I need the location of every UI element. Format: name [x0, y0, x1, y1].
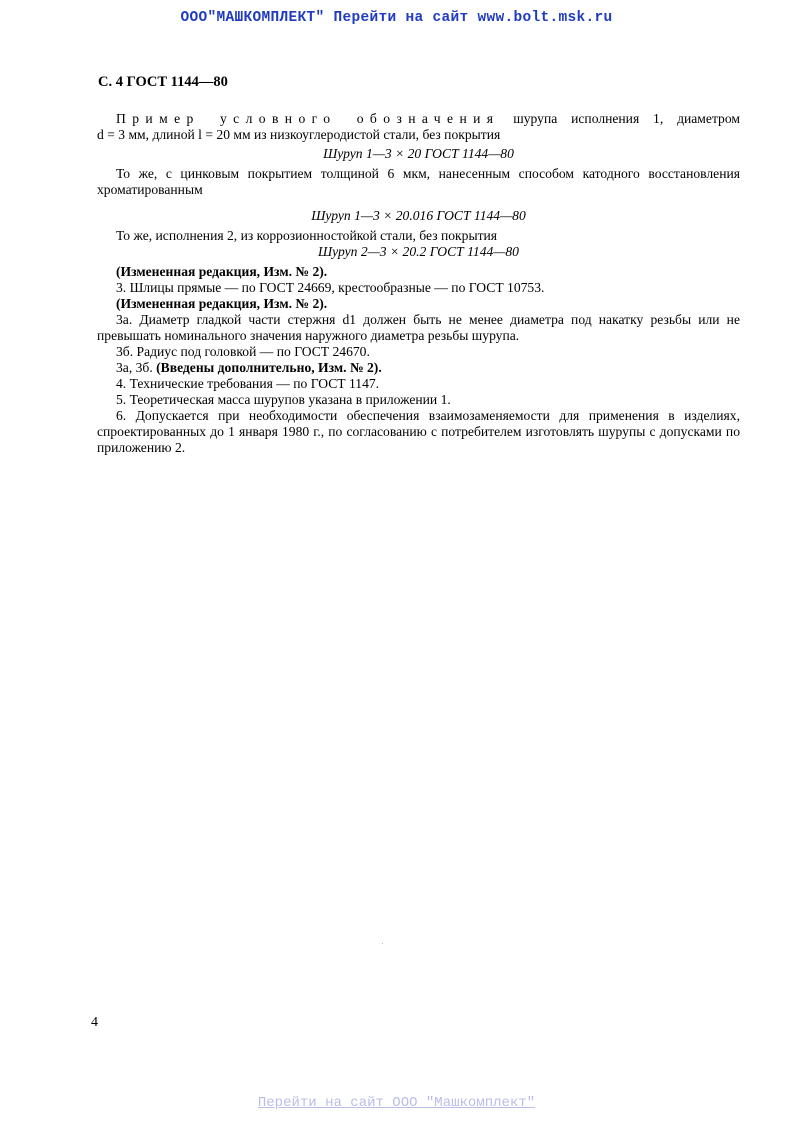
item-3a-3b-prefix: 3а, 3б.: [116, 360, 157, 375]
item-4: 4. Технические требования — по ГОСТ 1147.: [116, 376, 380, 391]
item-3: 3. Шлицы прямые — по ГОСТ 24669, крестообразные — по ГОСТ 10753.: [116, 280, 545, 295]
amendment-note-2: (Измененная редакция, Изм. № 2).: [116, 296, 328, 311]
zinc-coating-text: То же, с цинковым покрытием толщиной 6 мкм, нанесенным способом катодного восстановления хроматированным: [97, 166, 740, 197]
item-3a-3b-note: [97, 360, 740, 376]
designation-3: Шуруп 2—3 × 20.2 ГОСТ 1144—80: [318, 244, 519, 259]
item-3a: 3а. Диаметр гладкой части стержня d1 должен быть не менее диаметра под накатку резьбы или не превышать номинального значения наружного диаметра резьбы шурупа.: [97, 312, 740, 343]
example-intro-line2: d = 3 мм, длиной l = 20 мм из низкоуглеродистой стали, без покрытия: [97, 127, 501, 142]
site-link-top[interactable]: ООО"МАШКОМПЛЕКТ" Перейти на сайт www.bolt.msk.ru: [180, 10, 613, 26]
designation-1: Шуруп 1—3 × 20 ГОСТ 1144—80: [323, 146, 514, 161]
example-spaced-heading: Пример условного обозначения: [116, 111, 500, 126]
item-3b: 3б. Радиус под головкой — по ГОСТ 24670.: [116, 344, 370, 359]
page-number: 4: [91, 1015, 98, 1030]
item-5: 5. Теоретическая масса шурупов указана в приложении 1.: [116, 392, 451, 407]
execution-2-text: То же, исполнения 2, из коррозионностойкой стали, без покрытия: [116, 228, 498, 243]
item-6: 6. Допускается при необходимости обеспечения взаимозаменяемости для применения в изделиях, спроектированных до 1 января 1980 г., по согласованию с потребителем изготовлять шурупы с допусками по приложению 2.: [97, 408, 740, 455]
site-link-bottom[interactable]: Перейти на сайт ООО "Машкомплект": [257, 1095, 536, 1111]
example-intro: [97, 111, 740, 127]
page-header: С. 4 ГОСТ 1144—80: [98, 74, 228, 90]
added-note: (Введены дополнительно, Изм. № 2).: [156, 360, 382, 375]
amendment-note-1: (Измененная редакция, Изм. № 2).: [116, 264, 328, 279]
scan-speck: [382, 943, 383, 944]
example-intro-rest: шурупа исполнения 1, диаметром: [499, 111, 740, 126]
document-body: [97, 111, 740, 456]
designation-2: Шуруп 1—3 × 20.016 ГОСТ 1144—80: [311, 208, 526, 223]
